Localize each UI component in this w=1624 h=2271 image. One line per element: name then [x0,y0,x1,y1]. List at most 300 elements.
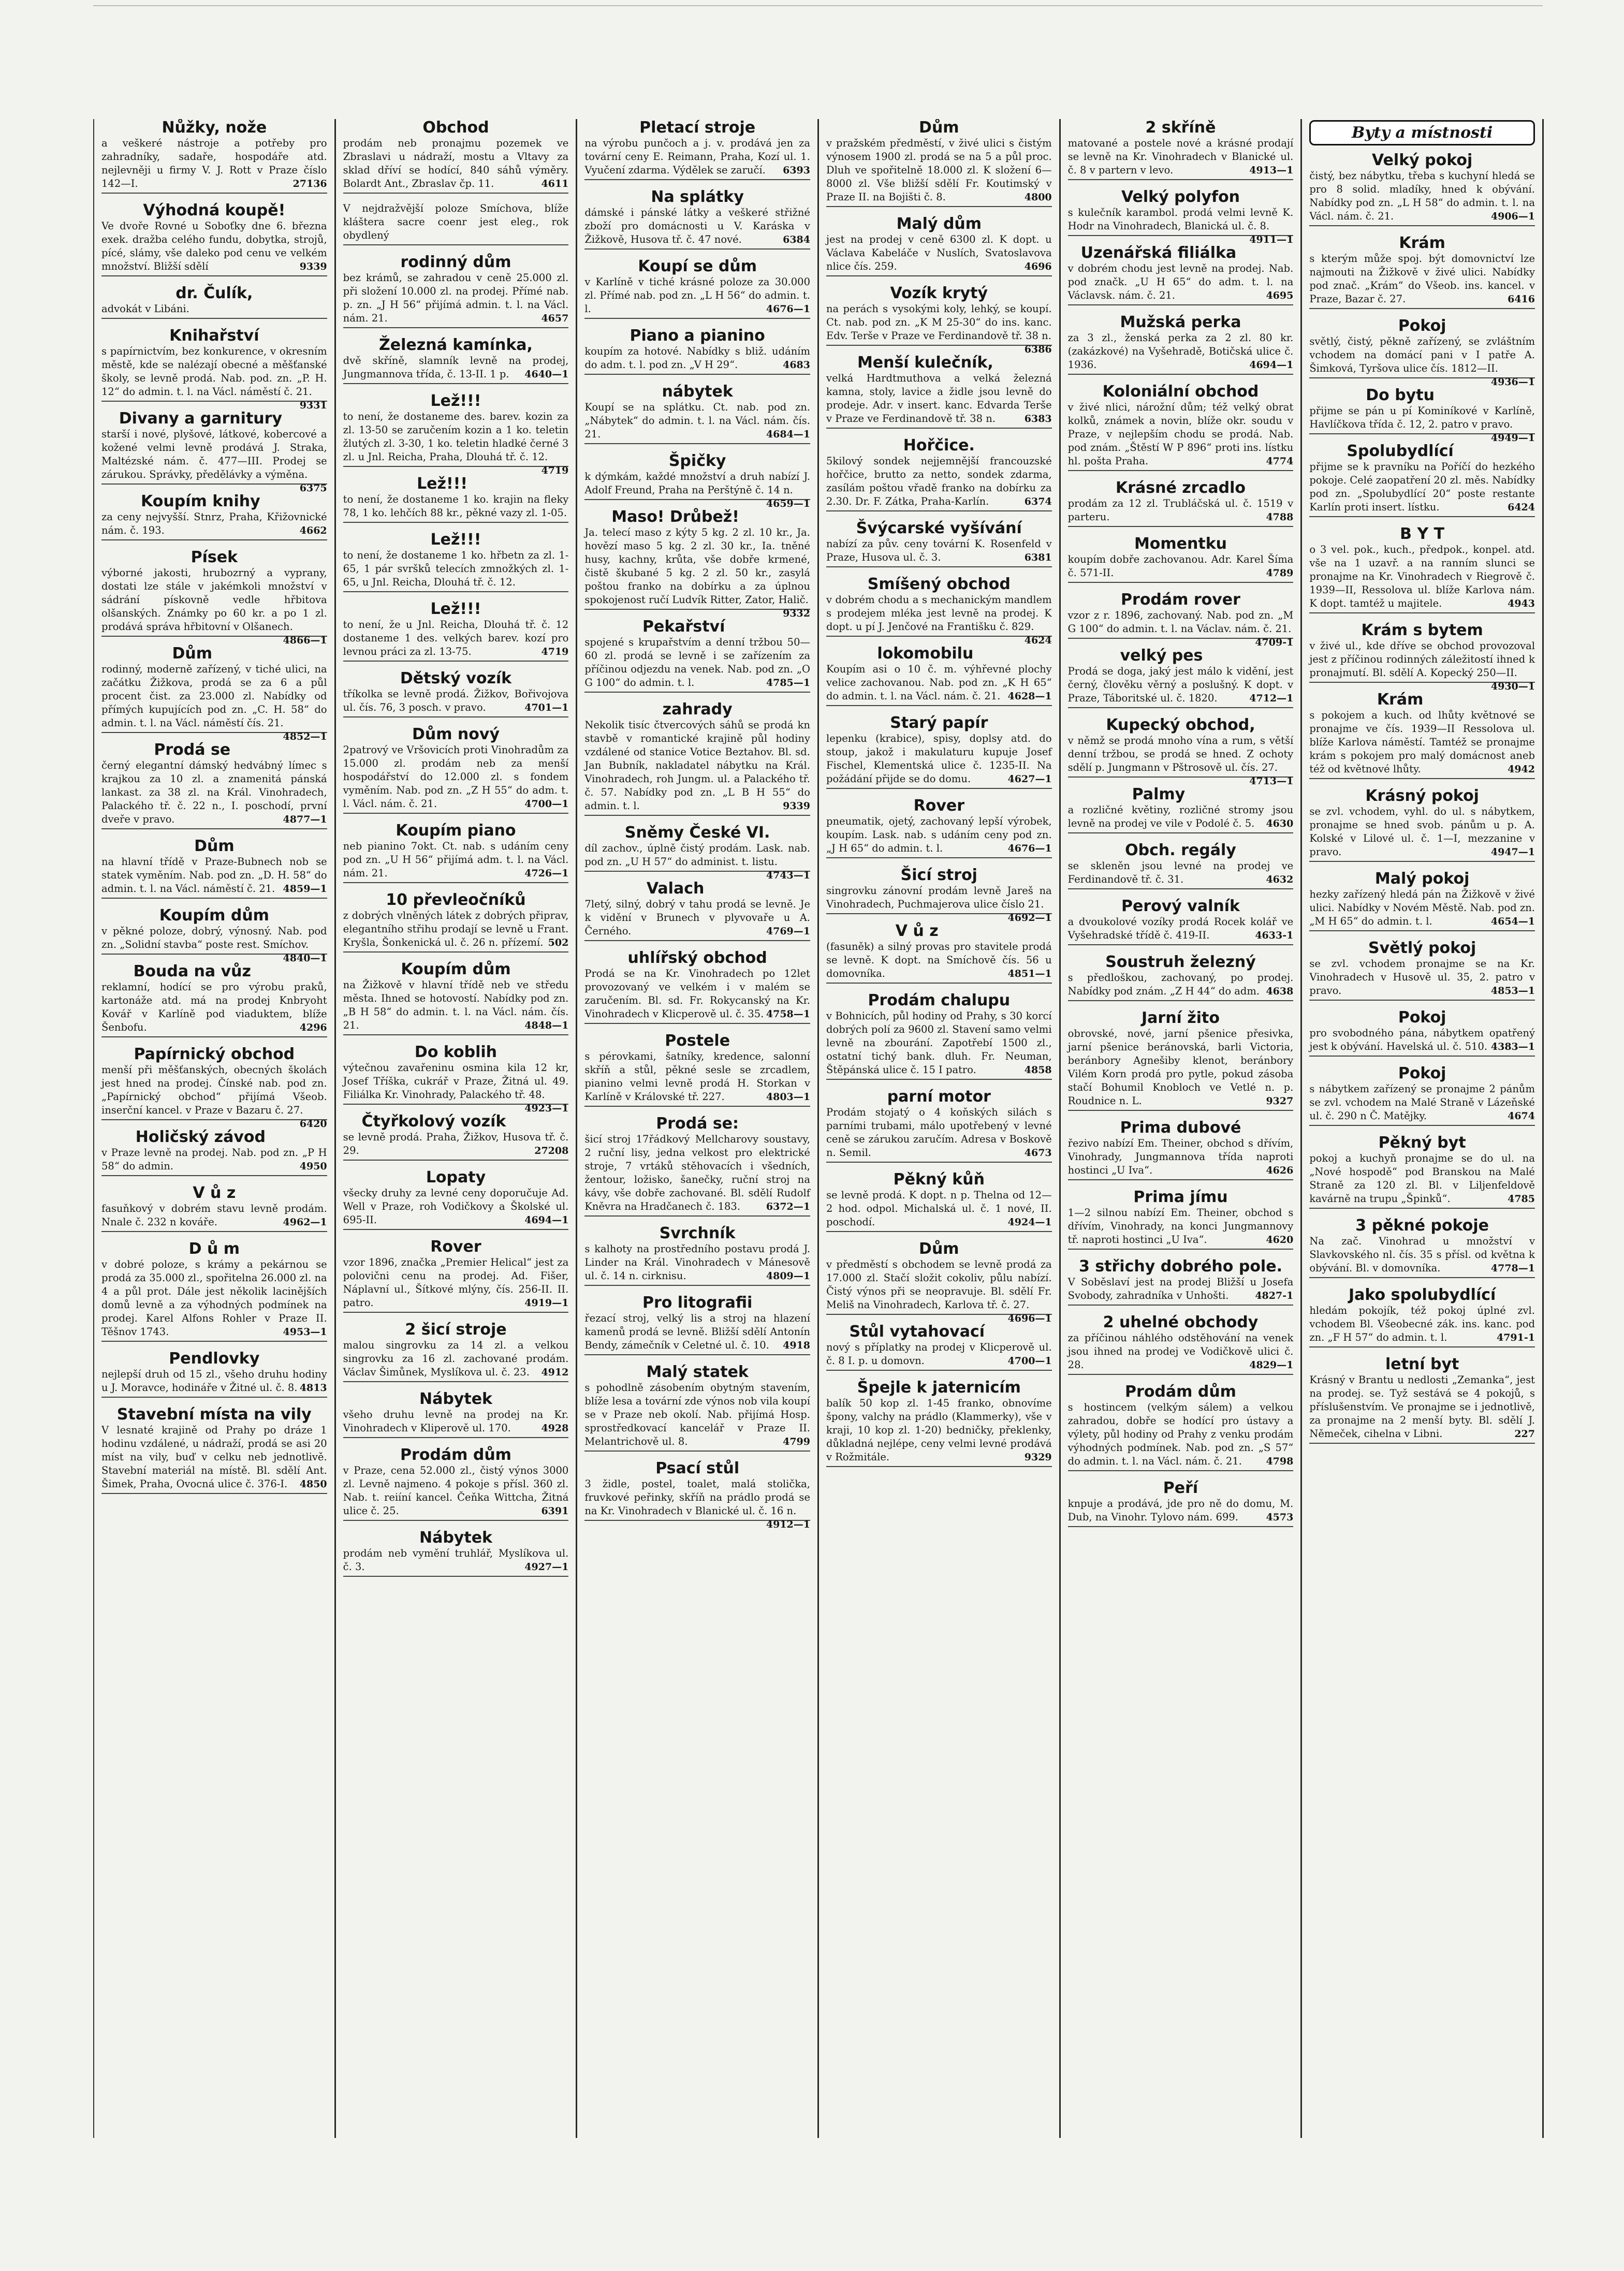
classified-ad [343,822,569,883]
ad-title: Pletací stroje [639,119,756,137]
classified-ad [343,1321,569,1382]
ad-body-text: v živé nlici, nárožní dům; též velký obrat kolků, známek a novin, blíže okr. soudu v Praze, v nejlepším chodu se prodá. Nab. pod znám. „Štěstí W P 896“ proti ins. lístku hl. pošta Praha. [1067,401,1294,467]
ad-code: 4695 [1266,290,1294,301]
classified-ad [584,1225,810,1286]
ad-title: Pokoj [1398,1008,1446,1027]
ad-body-text: nový s příplatky na prodej v Klicperově ul. č. 8 I. p. u domovn. [826,1341,1052,1367]
ad-code: 4788 [1266,511,1294,523]
ad-code: 4858 [1024,1064,1052,1076]
classified-ad [343,202,569,245]
ad-text [343,618,569,662]
ad-body-text: se skleněn jsou levné na prodej ve Ferdinandově tř. č. 31. [1067,860,1294,885]
ad-text [343,1547,569,1577]
ad-code: 4852—1 [283,731,327,742]
classified-ad [343,1238,569,1313]
ad-text [1309,709,1535,779]
classified-ad [1068,1479,1294,1527]
ad-body-text: neb pianino 7okt. Ct. nab. s udáním ceny pod zn. „U H 56“ přijímá adm. t. l. na Václ. nám. 21. [343,840,569,879]
ad-code: 4719 [541,465,569,476]
ad-code: 4809—1 [766,1270,810,1282]
ad-title: Špejle k jaternicím [857,1379,1021,1397]
ad-code: 4638 [1266,986,1294,997]
ad-body-text: za ceny nejvyšší. Stnrz, Praha, Křižovnické nám. č. 193. [101,511,327,536]
ad-body-text: pneumatik, ojetý, zachovaný lepší výrobek, koupím. Lask. nab. s udáním ceny pod zn. „J H 65“ do admin. t. l. [826,815,1052,854]
ad-body-text: na hlavní třídě v Praze-Bubnech nob se statek vyměním. Nab. pod zn. „D. H. 58“ do admin. t. l. na Václ. náměstí č. 21. [101,856,327,895]
ad-code: 4676—1 [766,303,810,315]
ad-body-text: V nejdražvější poloze Smíchova, blíže kláštera sacre coenr jest eleg., rok obydlený [343,202,569,241]
ad-body-text: Koupím asi o 10 č. m. výhřevné plochy velice zachovanou. Nab. pod zn. „K H 65“ do admin. t. l. na Václ. nám. č. 21. [826,663,1052,702]
classified-ad [826,575,1052,646]
ad-title: Nábytek [419,1390,492,1408]
ad-code: 4924—1 [1007,1217,1052,1228]
ad-text [101,345,327,411]
ad-title: Malý dům [896,215,982,233]
ad-body-text: šicí stroj 17řádkový Mellcharovy soustavy, 2 ruční lisy, jedna velkost pro elektrické stroje, 7 vrtáků stěhovacích i všedních, žentour, ložisko, šanečky, ruční stroj na kávy, vše dobře zachované. Bl. sdělí Rudolf Kněvra na Hradčanech č. 183. [584,1133,810,1212]
classified-ad [1309,317,1535,388]
ad-code: 6393 [783,165,810,176]
classified-ad [101,1045,327,1130]
ad-code: 4696 [1024,261,1052,272]
classified-ad [826,922,1052,984]
ad-body-text: to není, že u Jnl. Reicha, Dlouhá tř. č. 12 dostaneme 1 des. velkých barev. kozí pro levnou práci za zl. 13-75. [343,619,569,657]
classified-ad [101,548,327,646]
ad-title: Výhodná koupě! [143,201,286,219]
ad-body-text: hezky zařízený hledá pán na Žižkově v živé ulici. Nabídky v Novém Městě. Nab. pod zn. „M H 65“ do admin. t. l. [1309,888,1535,927]
ad-body-text: v Karlíně v tiché krásné poloze za 30.000 zl. Přímé nab. pod zn. „L H 56“ do admin. t. l. [584,276,810,315]
ad-title: Jarní žito [1142,1009,1220,1027]
ad-body-text: v dobrém chodu jest levně na prodej. Nab. pod značk. „U H 65“ do adm. t. l. na Václavsk. nám. č. 21. [1067,262,1294,301]
ad-code: 4936—1 [1490,376,1535,388]
ad-text [343,1339,569,1382]
ad-body-text: 3 židle, postel, toalet, malá stolička, fruvkové peřinky, skříň na prádlo prodá se na Kr. Vinohradech v Blanické ul. č. 16 n. [584,1478,810,1517]
ad-code: 4624 [1024,635,1052,646]
ad-title: letní byt [1385,1355,1459,1373]
ad-body-text: s pohodlně zásobením obytným stavením, blíže lesa a tovární zde výnos nob vila koupí se v Praze neb okolí. Nab. přijímá Hosp. sprostředkovací kancelář v Praze II. Melantrichově ul. 8. [584,1382,810,1447]
ad-body-text: advokát v Libáni. [101,303,189,315]
ad-code: 4813 [299,1382,327,1394]
ad-text [1068,137,1294,180]
classified-ad [343,600,569,662]
ad-code: 4953—1 [283,1326,327,1338]
classified-ad [101,285,327,319]
ad-code: 9339 [299,261,327,272]
ad-text [1068,1137,1294,1180]
ad-body-text: Nekolik tisíc čtvercových sáhů se prodá kn stavbě v romantické krajině půl hodiny vzdálené od stanice Votice Beztahov. Bl. sd. Jan Bubník, nakladatel nábytku na Král. Vinohradech, roh Jungm. ul. a Palackého tř. č. 57. Nabídky pod zn. „L B H 55“ do admin. t. l. [584,719,810,812]
ad-text [1067,734,1294,787]
ad-title: Dům [172,644,213,663]
ad-body-text: v předměstí s obchodem se levně prodá za 17.000 zl. Stačí složit cokoliv, půlu nabízí. Čistý výnos při se neopravuje. Bl. sdělí Fr. Meliš na Vinohradech, Karlova tř. č. 27. [826,1258,1052,1311]
ad-body-text: Prodám stojatý o 4 koňských silách s parními trubami, málo upotřebený v levné ceně se zárukou zaručím. Adresa v Boskově n. Semil. [826,1106,1052,1159]
ad-body-text: rodinný, moderně zařízený, v tiché ulici, na začátku Žižkova, prodá se za 6 a půl procent čist. za 23.000 zl. Nabídky od přímých kupujících pod zn. „C. H. 58“ do admin. t. l. na Václ. náměstí čís. 21. [101,663,327,729]
ad-title: Prodám dům [1125,1383,1236,1401]
ad-body-text: světlý, čistý, pěkně zařízený, se zvláštním vchodem na domácí pani v I patře A. Šimková, Tyršova ulice čís. 1812—II. [1309,335,1535,374]
ad-code: 4657 [541,313,569,324]
ad-code: 4620 [1266,1234,1294,1246]
ad-body-text: v němž se prodá mnoho vína a rum, s větší denní tržbou, se prodá se hned. Z ochoty sdělí p. Jungmann v Pštrosově ul. čís. 27. [1067,735,1294,773]
ad-body-text: v dobrém chodu a s mechanickým mandlem s prodejem mléka jest levně na prodej. K dopt. u pí J. Jenčové na Františku č. 829. [826,594,1052,633]
classified-ad [1309,1217,1535,1278]
ad-text [343,687,569,717]
ad-text [1309,1082,1535,1126]
ad-title: Dům [194,837,235,855]
ad-text [1067,206,1294,245]
classified-ad [584,824,810,881]
ad-title: Obchod [422,119,489,137]
classified-ad [343,531,569,592]
ad-body-text: koupím za hotové. Nabídky s bliž. udáním do adm. t. l. pod zn. „V H 29“. [584,345,810,371]
ad-text [584,137,810,180]
ad-title: Valach [646,880,705,898]
ad-text [343,1408,569,1438]
ad-text [1068,497,1294,527]
ad-text [584,1477,810,1530]
ad-body-text: prodám neb vymění truhlář, Myslíkova ul. č. 3. [343,1547,569,1573]
classified-ad [1068,383,1294,471]
ad-body-text: se zvl. vchodem pronajme se na Kr. Vinohradech v Husově ul. 35, 2. patro v pravo. [1309,958,1535,997]
ad-title: Krám [1399,234,1445,252]
classified-ad [1309,621,1535,692]
ad-text [826,1397,1052,1467]
ad-body-text: Koupí se na splátku. Ct. nab. pod zn. „Nábytek“ do admin. t. l. na Václ. nám. čís. 21. [584,401,810,440]
ad-text [1068,915,1294,945]
ad-text [1068,859,1294,889]
ad-body-text: jest na prodej v ceně 6300 zl. K dopt. u Václava Kabeláče v Nuslích, Svatoslavova nlice čís. 259. [826,233,1052,272]
classified-ad [1068,244,1294,305]
ad-body-text: přijme se k pravníku na Poříčí do hezkého pokoje. Celé zaopatření 20 zl. měs. Nabídky pod zn. „Spolubydlící 20“ poste restante Karlín proti insert. lístku. [1309,461,1535,513]
classified-ad [1068,1119,1294,1180]
ad-title: Světlý pokoj [1368,939,1476,957]
classified-ad [1068,898,1294,945]
ad-text [584,401,810,444]
classified-ad [101,202,327,276]
ad-code: 4712—1 [1249,693,1294,704]
ad-text [826,1009,1052,1080]
ad-code: 4700—1 [524,798,569,810]
ad-title: parní motor [887,1088,991,1106]
ad-code: 4947—1 [1490,846,1535,858]
ad-code: 4840—1 [283,953,327,964]
ad-title: Malý pokoj [1374,870,1470,888]
classified-ad [101,409,327,494]
ad-code: 6374 [1024,496,1052,507]
ad-code: 4912—1 [766,1519,810,1530]
ad-title: Dům nový [412,725,500,743]
classified-ad [584,1032,810,1107]
ad-title: Lež!!! [430,392,481,410]
ad-title: Momentku [1134,535,1227,553]
classified-ad [1068,1258,1294,1306]
ad-title: Krám s bytem [1361,621,1483,639]
ad-title: Stavební místa na vily [116,1405,312,1424]
ad-code: 4701—1 [524,702,569,713]
ad-body-text: přijme se pán u pí Kominíkové v Karlíně, Havlíčkova třída č. 12, 2. patro v pravo. [1309,405,1535,430]
ad-title: Koupím knihy [141,492,260,510]
ad-body-text: vzor z r. 1896, zachovaný. Nab. pod zn. „M G 100“ do admin. t. l. na Václav. nám. č. 21. [1067,609,1294,635]
ad-code: 4785—1 [766,677,810,688]
ad-text [101,219,327,276]
ad-text [343,271,569,328]
ad-code: 4743—1 [766,870,810,881]
classified-ad [1309,1134,1535,1209]
ad-code: 6386 [1024,344,1052,355]
ad-body-text: za příčinou náhlého odstěhování na venek jsou ihned na prodej ve Vodičkově ulici č. 28. [1067,1332,1294,1371]
classified-ad [1309,691,1535,779]
ad-text [101,566,327,646]
ad-title: Obch. regály [1125,841,1236,859]
ad-code: 4676—1 [1007,843,1052,854]
ad-title: Švýcarské vyšívání [856,519,1022,537]
ad-title: Bouda na vůz [133,962,251,980]
classified-ad [101,1129,327,1176]
classified-ad [343,1043,569,1114]
ad-title: Dům [919,1240,959,1258]
ad-code: 4789 [1266,567,1294,579]
ad-text [584,470,810,509]
ad-body-text: pro svobodného pána, nábytkem opatřený jest k obývání. Havelská ul. č. 510. [1309,1027,1535,1052]
ad-code: 4918 [783,1340,810,1351]
ad-title: Kupecký obchod, [1106,716,1255,734]
classified-ad [101,1184,327,1232]
ad-code: 4859—1 [283,883,327,895]
classified-ad [826,1379,1052,1467]
ad-body-text: výtečnou zavařeninu osmina kila 12 kr, Josef Tříška, cukrář v Praze, Žitná ul. 49. Filiálka Kr. Vinohrady, Palackého tř. 48. [343,1062,569,1101]
ad-body-text: lepenku (krabice), spisy, doplsy atd. do stoup, jakož i makulaturu kupuje Josef Fischel, Klementská ulice č. 1235-II. Na požádání přijde se do domu. [826,732,1052,785]
ad-title: Pokoj [1398,317,1446,335]
ad-text [1309,639,1535,692]
ad-text [826,537,1052,567]
ad-title: Písek [191,548,238,566]
ad-text [1068,331,1294,375]
ad-code: 4799 [783,1436,810,1447]
ad-body-text: a dvoukolové vozíky prodá Rocek kolář ve Vyšehradské třídě č. 419-II. [1067,916,1294,941]
ad-code: 6424 [1508,502,1535,513]
ad-code: 4296 [299,1022,327,1033]
ad-body-text: Ja. telecí maso z kýty 5 kg. 2 zl. 10 kr., Ja. hovězí maso 5 kg. 2 zl. 30 kr., Ia. tněné husy, kachny, krůta, vše dobře krmené, čistě škubané 5 kg. 2 zl. 50 kr., zasylá poštou franko na dobírku a za úplnou spokojenost ručí Ludvík Ritter, Zator, Halič. [584,526,810,606]
ad-column-6 [1302,119,1544,2138]
ad-body-text: 5kilový sondek nejjemnější francouzské hořčice, brutto za netto, sondek zdarma, zasílám poštou vřadě franko na dobírku za 2.30. Dr. F. Zátka, Praha-Karlín. [826,455,1052,507]
ad-code: 4829—1 [1249,1359,1294,1371]
ad-code: 4866—1 [283,635,327,646]
classified-ad [584,701,810,816]
classified-ad [826,215,1052,276]
classified-ad [1067,716,1294,787]
ad-code: 4851—1 [1007,968,1052,979]
ad-text [584,898,810,941]
ad-text [343,978,569,1035]
classified-ad [343,1446,569,1521]
ad-code: 4611 [541,178,569,189]
ad-text [1309,543,1535,613]
ad-code: 4627—1 [1007,773,1052,785]
classified-ad [1068,842,1294,889]
classified-ad [826,354,1052,429]
ad-text [1309,1235,1535,1278]
ad-title: 2 uhelné obchody [1103,1313,1259,1331]
ad-body-text: to není, že dostaneme 1 ko. hřbetn za zl. 1-65, 1 pár svršků telecích zmnožkých zl. 1-65, u Jnl. Reicha, Dlouhá tř. č. 12. [343,549,569,588]
ad-body-text: na perách s vysokými koly, lehký, se koupí. Ct. nab. pod zn. „K M 25-30“ do ins. kanc. Edv. Terše v Praze ve Ferdinandově tř. 38 n. [826,303,1052,342]
ad-title: Krásné zrcadlo [1116,479,1246,497]
ad-body-text: s pérovkami, šatníky, kredence, salonní skříň a stůl, pěkné sesle se zrcadlem, pianino velmi levně prodá H. Storkan v Karlíně v Královské tř. 227. [584,1050,810,1103]
ad-text [1068,401,1294,471]
ad-text [1309,460,1535,517]
ad-body-text: fasuňkový v dobrém stavu levně prodám. Nnale č. 232 n kováře. [101,1203,327,1228]
classified-ad [101,327,327,411]
ad-title: 2 šicí stroje [405,1321,507,1339]
ad-title: Prodá se [154,741,231,759]
ad-column-2 [336,119,578,2138]
ad-code: 4630 [1266,818,1294,829]
ad-title: Dům [919,119,959,137]
ad-title: Menší kulečník, [857,354,993,372]
ad-text [101,925,327,964]
classified-ad [101,1350,327,1398]
ad-body-text: to není, že dostaneme des. barev. kozin za zl. 13-50 se zaručením kozin a 1 ko. teletin žlutých zl. 3-30, 1 ko. teletin hladké černé 3 zl. u Jnl. Reicha, Praha, Dlouhá tř. č. 12. [343,411,569,463]
ad-text [584,1050,810,1107]
ad-body-text: s kulečník karambol. prodá velmi levně K. Hodr na Vinohradech, Blanická ul. č. 8. [1067,207,1294,232]
ad-code: 4798 [1266,1456,1294,1467]
classified-ad [826,992,1052,1080]
ad-title: Soustruh železný [1105,953,1256,971]
classified-ad [826,437,1052,511]
ad-code: 4850 [299,1478,327,1490]
ad-code: 4912 [541,1367,569,1378]
classified-ad [1068,1189,1294,1250]
classified-ad [101,838,327,899]
classified-ad [101,741,327,829]
ad-code: 6375 [299,482,327,494]
classified-ad [1068,954,1294,1001]
ad-body-text: se levně prodá. K dopt. n p. Thelna od 12—2 hod. odpol. Michalská ul. č. 1 nové, II. poschodí. [826,1189,1052,1228]
ad-text [826,233,1052,276]
classified-ad [1309,152,1535,226]
ad-text [1309,1304,1535,1347]
ad-code: 4673 [1024,1147,1052,1159]
ad-body-text: všeho druhu levně na prodej na Kr. Vinohradech v Kliperově ul. 170. [343,1409,569,1434]
ad-body-text: tříkolka se levně prodá. Žižkov, Bořivojova ul. čís. 76, 3 posch. v pravo. [343,688,569,713]
classified-ad [584,1459,810,1530]
ad-text [584,1242,810,1286]
section-header-byty: Byty a místnosti [1309,120,1535,145]
ad-body-text: malou singrovku za 14 zl. a velkou singrovku za 16 zl. zachované prodám. Václav Šimůnek, Myslíkova ul. č. 23. [343,1339,569,1378]
ad-body-text: to není, že dostaneme 1 ko. krajin na fleky 78, 1 ko. lehčích 88 kr., pěkné vazy zl. 1-05. [343,493,569,519]
ad-title: 3 střichy dobrého pole. [1079,1257,1282,1276]
ad-title: Stůl vytahovací [849,1323,985,1341]
ad-text [1309,252,1535,309]
ad-code: 4923—1 [524,1103,569,1114]
classified-ad [343,392,569,476]
ad-text [101,759,327,829]
ad-code: 4774 [1266,456,1294,467]
ad-text [343,410,569,476]
ad-body-text: (fasuněk) a silný provas pro stavitele prodá se levně. K dopt. na Smíchově čís. 56 u domovníka. [826,941,1052,979]
ad-text [1068,1276,1294,1306]
ad-code: 4928 [541,1423,569,1434]
top-rule [93,5,1543,6]
ad-title: Krám [1377,691,1424,709]
ad-title: Papírnický obchod [134,1045,295,1063]
classified-ad [826,284,1052,355]
ad-body-text: dámské i pánské látky a veškeré střižné zboží pro domácnosti u V. Karáska v Žižkově, Husova tř. č. 47 nové. [584,207,810,245]
ad-code: 4911—1 [1249,234,1294,245]
ad-text [343,1256,569,1313]
ad-code: 4950 [299,1161,327,1172]
classified-ad [826,520,1052,567]
ad-title: Peří [1163,1479,1198,1497]
ad-title: Rover [913,797,965,815]
classified-ad [101,906,327,964]
ad-body-text: velká Hardtmuthova a velká železná kamna, stoly, lavice a židle jsou levně do prodeje. Adr. v insert. kanc. Edvarda Terše v Praze ve Ferdinandově tř. 38 n. [826,372,1052,424]
classified-ad [1309,443,1535,517]
ad-body-text: pokoj a kuchyň pronajme se do ul. na „Nové hospodě“ pod Branskou na Malé Straně za 120 zl. Bl. v Liljenfeldově kavárně na trupu „Špinků“. [1309,1152,1535,1205]
classified-ad [343,670,569,717]
ad-text [1068,1206,1294,1250]
ad-body-text: v pražském předměstí, v živé ulici s čistým výnosem 1900 zl. prodá se na 5 a půl proc. Dluh ve spořitelně 18.000 zl. K složení 6—8000 zl. Vše bližší sdělí Fr. Koutimský v Praze II. na Bojišti č. 8. [826,137,1052,203]
ad-body-text: s kterým může spoj. být domovnictví lze najmouti na Žižkově v živé ulici. Nabídky pod znač. „Krám“ do Všeob. ins. kancel. v Praze, Bazar č. 27. [1309,253,1535,305]
classified-ad [1068,479,1294,527]
ad-body-text: v Bohnicích, půl hodiny od Prahy, s 30 korcí dobrých polí za 9600 zl. Stavení samo velmi levně na zbourání. Zapotřebí 1500 zl., ostatní tichý bank. dluh. Fr. Neuman, Štěpánská ulice č. 15 I patro. [826,1010,1052,1076]
ad-text [343,1464,569,1521]
ad-text [584,206,810,250]
ad-text [101,137,327,194]
ad-body-text: balík 50 kop zl. 1-45 franko, obnovíme špony, valchy na prádlo (Klammerky), vše v kraji, 10 kop zl. 1-20) bedničky, překlenky, důkladná nejlépe, ceny velmi levné prodává v Rožmitále. [826,1397,1052,1463]
ad-code: 4913—1 [1249,165,1294,176]
ad-text [1067,609,1294,648]
classified-ad [826,119,1052,207]
ad-title: D ů m [188,1240,240,1258]
ad-text [343,1131,569,1161]
classified-ad [826,645,1052,706]
ad-code: 4684—1 [766,429,810,440]
ad-title: Jako spolubydlící [1348,1286,1496,1304]
ad-title: Svrchník [659,1224,736,1242]
ad-title: Psací stůl [655,1459,740,1477]
ad-code: 6420 [299,1118,327,1130]
ad-body-text: vzor 1896, značka „Premier Helical“ jest za polovični cenu na prodej. Ad. Fišer, Náplavní ul., Šítkové mlýny, čís. 256-II. II. patro. [343,1256,569,1309]
ad-title: Prodám dům [400,1446,511,1464]
ad-title: Spolubydlící [1347,442,1454,460]
ad-code: 4769—1 [766,926,810,937]
classified-ad [1309,1356,1535,1444]
ad-title: Prima jímu [1133,1188,1228,1206]
ad-code: 27136 [292,178,327,189]
ad-code: 4791-1 [1496,1332,1535,1343]
ad-text [826,663,1052,706]
ad-body-text: koupím dobře zachovanou. Adr. Karel Šíma č. 571-II. [1067,553,1294,579]
ad-code: 4674 [1508,1110,1535,1122]
ad-text [343,202,569,245]
ad-text [101,1368,327,1398]
ad-text [101,1063,327,1130]
ad-code: 6372—1 [766,1201,810,1212]
classified-ad [101,644,327,742]
ad-text [584,1312,810,1355]
classified-ad [584,508,810,619]
ad-title: Postele [665,1032,730,1050]
ad-code: 4800 [1024,192,1052,203]
ad-title: Na splátky [651,188,744,206]
ad-body-text: na výrobu punčoch a j. v. prodává jen za tovární ceny E. Reimann, Praha, Kozí ul. 1. Vyučení zdarma. Výdělek se zaručí. [584,137,810,176]
ad-code: 4919—1 [524,1297,569,1309]
ad-code: 6391 [541,1505,569,1517]
ad-text [343,1186,569,1230]
classified-ad [101,1406,327,1494]
classified-ad [1068,1314,1294,1375]
ad-title: Nůžky, nože [162,119,267,137]
classified-ad [826,1323,1052,1371]
ad-title: Perový valník [1121,897,1240,915]
ad-body-text: s nábytkem zařízený se pronajme 2 pánům se zvl. vchodem na Malé Straně v Lázeňské ul. č. 290 n Č. Matějky. [1309,1083,1535,1122]
ad-title: Mužská perka [1120,313,1241,331]
